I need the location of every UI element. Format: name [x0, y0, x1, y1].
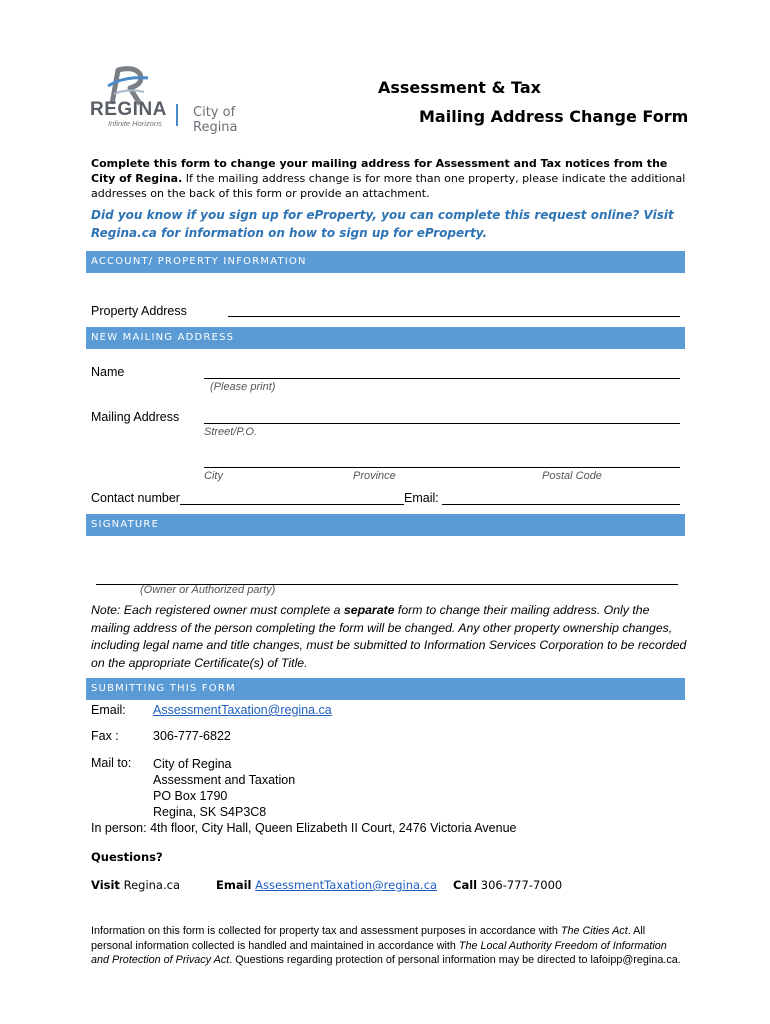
footer-text-2: . All personal information collected is handled and maintained in accordance with	[91, 925, 646, 952]
name-label: Name	[91, 365, 125, 379]
mail-line: Assessment and Taxation	[153, 773, 296, 787]
in-person-info: In person: 4th floor, City Hall, Queen Elizabeth II Court, 2476 Victoria Avenue	[91, 821, 517, 835]
property-address-field[interactable]	[228, 316, 680, 317]
note-emphasis: separate	[343, 603, 395, 617]
visit-link[interactable]: Regina.ca	[123, 878, 180, 892]
call-row	[453, 878, 562, 892]
fax-value: 306-777-6822	[153, 729, 231, 743]
mailing-address-label: Mailing Address	[91, 410, 180, 424]
mail-to-label: Mail to:	[91, 756, 132, 770]
section-new-mailing-address: NEW MAILING ADDRESS	[86, 327, 685, 349]
org-name: City of Regina	[193, 105, 238, 135]
name-hint: (Please print)	[210, 381, 276, 393]
fax-label: Fax :	[91, 729, 119, 743]
section-submitting: SUBMITTING THIS FORM	[86, 678, 685, 700]
cities-act: The Cities Act	[560, 925, 628, 937]
name-field[interactable]	[204, 378, 680, 379]
ownership-note	[91, 602, 687, 672]
logo-divider	[176, 104, 178, 126]
call-label: Call	[453, 878, 478, 892]
section-account: ACCOUNT/ PROPERTY INFORMATION	[86, 251, 685, 273]
logo-wordmark: REGINA	[90, 99, 167, 120]
contact-number-label: Contact number	[91, 491, 180, 505]
questions-email-link[interactable]: AssessmentTaxation@regina.ca	[255, 878, 438, 892]
questions-email-row	[216, 878, 437, 892]
questions-heading: Questions?	[91, 850, 163, 864]
intro-paragraph	[91, 156, 691, 201]
street-field[interactable]	[204, 423, 680, 424]
street-hint: Street/P.O.	[204, 426, 257, 438]
eproperty-callout: Did you know if you sign up for eProperty, you can complete this request online? Visit Regina.ca for information on how to sign up for eProperty.	[91, 208, 674, 240]
form-title-line2: Mailing Address Change Form	[419, 107, 689, 126]
note-before: Note: Each registered owner must complete a	[91, 603, 344, 617]
property-address-label: Property Address	[91, 304, 187, 318]
visit-row	[91, 878, 180, 892]
contact-email-label: Email:	[404, 491, 439, 505]
mail-line: PO Box 1790	[153, 789, 228, 803]
mail-line: Regina, SK S4P3C8	[153, 805, 267, 819]
section-signature: SIGNATURE	[86, 514, 685, 536]
contact-number-field[interactable]	[180, 504, 404, 505]
logo-tagline: Infinite Horizons	[108, 119, 162, 128]
province-hint: Province	[353, 470, 396, 482]
note-after: form to change their mailing address. Only the mailing address of the person completing the form will be changed. Any other property ownership changes, including legal name and title changes, must be submitted to Information Services Corporation to be recorded on the appropriate Certificate(s) of Title.	[91, 603, 687, 670]
questions-email-label: Email	[216, 878, 252, 892]
intro-bold: Complete this form to change your mailing address for Assessment and Tax notices from the City of Regina.	[91, 157, 668, 185]
postal-code-hint: Postal Code	[542, 470, 602, 482]
mailing-address-block	[153, 756, 295, 820]
signature-hint: (Owner or Authorized party)	[140, 584, 276, 596]
submit-email-link[interactable]: AssessmentTaxation@regina.ca	[153, 703, 332, 717]
submit-email-label: Email:	[91, 703, 126, 717]
mail-line: City of Regina	[153, 757, 232, 771]
footer-text-3: . Questions regarding protection of personal information may be directed to lafoipp@regina.ca.	[229, 954, 681, 966]
footer-text-1: Information on this form is collected for property tax and assessment purposes in accordance with	[91, 925, 561, 937]
privacy-footer	[91, 924, 687, 968]
city-logo	[90, 66, 280, 135]
form-title-line1: Assessment & Tax	[378, 78, 541, 97]
contact-email-field[interactable]	[442, 504, 680, 505]
visit-label: Visit	[91, 878, 120, 892]
intro-plain: If the mailing address change is for more than one property, please indicate the additional addresses on the back of this form or provide an attachment.	[91, 172, 686, 200]
city-province-postal-field[interactable]	[204, 467, 680, 468]
call-value: 306-777-7000	[480, 878, 563, 892]
foip-act: The Local Authority Freedom of Information and Protection of Privacy Act	[91, 939, 667, 966]
city-hint: City	[204, 470, 223, 482]
